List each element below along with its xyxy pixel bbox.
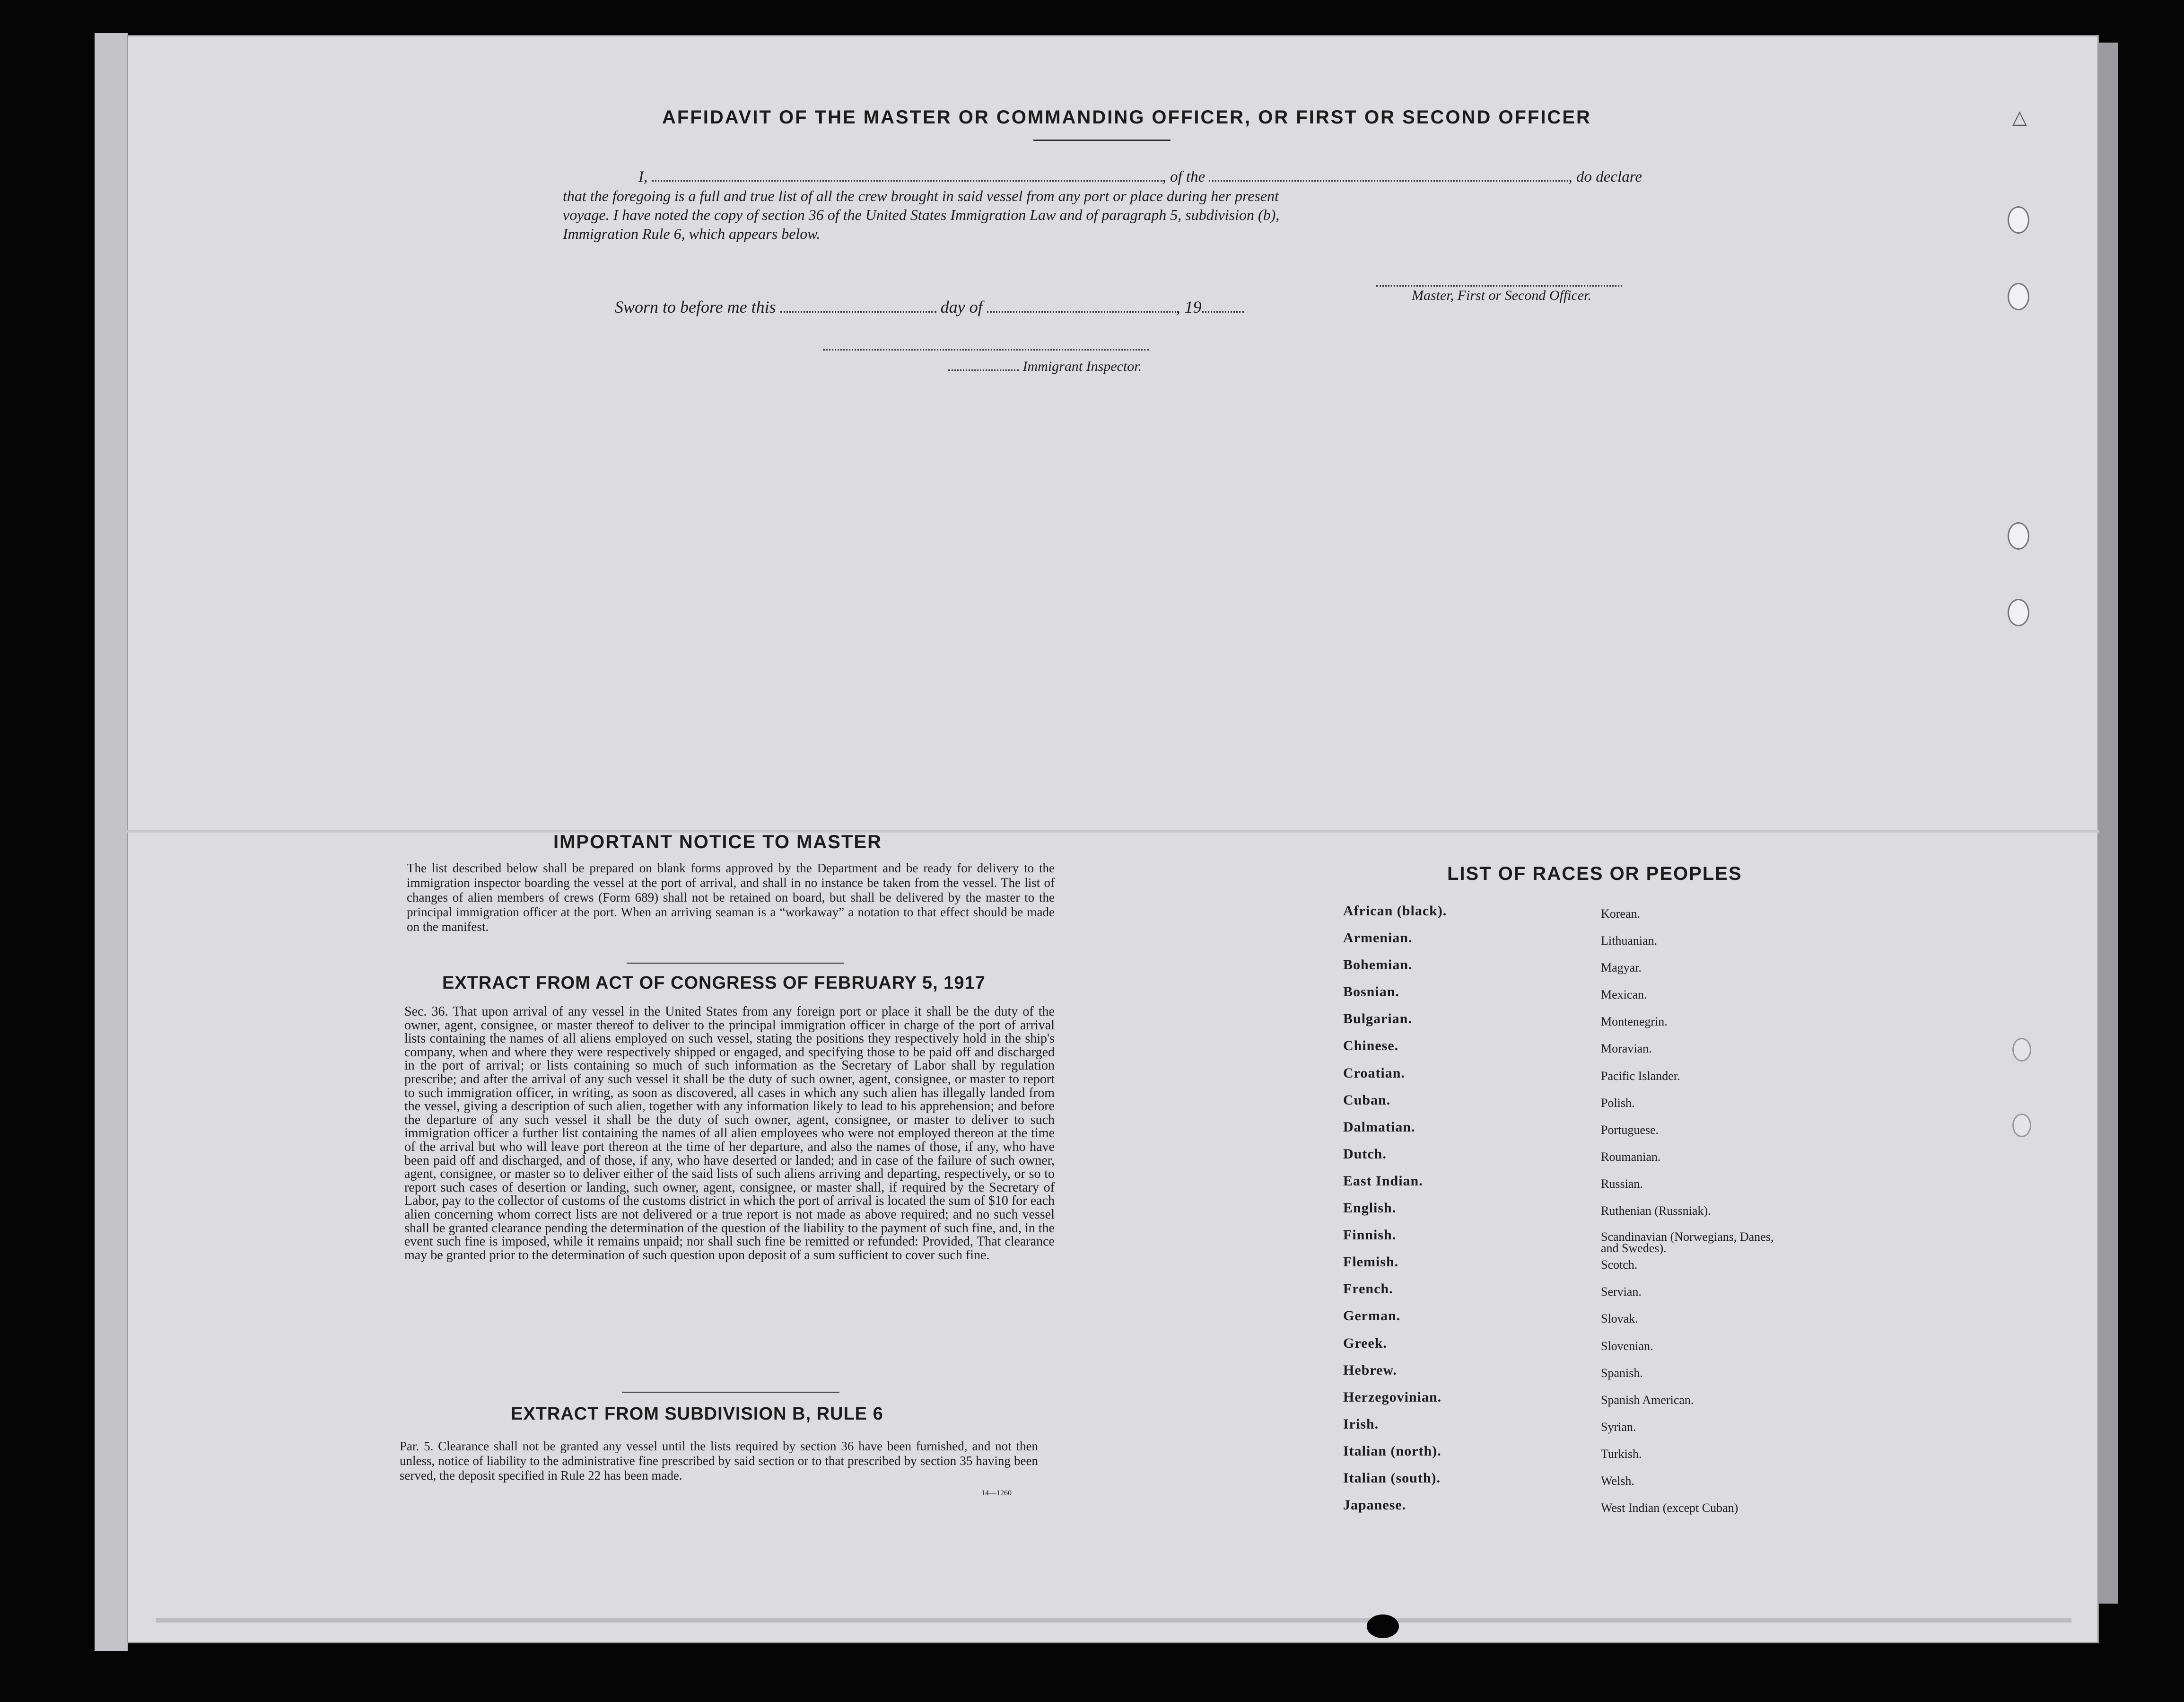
binder-hole-4 (2008, 599, 2029, 626)
races-title: LIST OF RACES OR PEOPLES (1447, 863, 1742, 884)
race-list-item: African (black). (1343, 903, 1447, 919)
race-list-item: Polish. (1601, 1096, 1635, 1110)
race-list-item: Cuban. (1343, 1092, 1391, 1108)
race-list-item: Mexican. (1601, 988, 1647, 1002)
race-list-item: Bohemian. (1343, 957, 1413, 973)
page-bottom-edge (156, 1618, 2071, 1623)
notice-rule (627, 963, 844, 964)
affidavit-line-1 (563, 168, 1669, 186)
race-list-item: Croatian. (1343, 1065, 1405, 1081)
sworn-year: , 19 (1176, 298, 1202, 316)
race-list-item: Bosnian. (1343, 984, 1399, 1000)
race-list-item: Japanese. (1343, 1497, 1406, 1513)
page-fold (127, 830, 2099, 833)
binder-hole-3 (2008, 522, 2029, 550)
race-list-item: Slovenian. (1601, 1339, 1653, 1353)
affidavit-i: I, (638, 168, 648, 185)
race-list-item: East Indian. (1343, 1173, 1423, 1189)
affidavit-of-the: , of the (1162, 168, 1206, 185)
race-list-item: English. (1343, 1200, 1397, 1216)
race-list-item: Montenegrin. (1601, 1015, 1668, 1029)
race-list-item: Lithuanian. (1601, 934, 1658, 948)
inspector-prefix-dots (948, 359, 1019, 371)
sworn-line (615, 297, 1372, 317)
affidavit-title: AFFIDAVIT OF THE MASTER OR COMMANDING OFFICER, OR FIRST OR SECOND OFFICER (662, 107, 1591, 128)
master-label: Master, First or Second Officer. (1412, 288, 1591, 303)
race-list-item: French. (1343, 1281, 1393, 1297)
binder-hole-1 (2008, 206, 2029, 234)
inspector-label-row (948, 359, 1142, 375)
race-list-item: Welsh. (1601, 1474, 1634, 1488)
race-list-item: Greek. (1343, 1335, 1387, 1351)
race-list-item: Spanish American. (1601, 1393, 1694, 1407)
month-field[interactable] (987, 301, 1176, 313)
extract-act-rule (622, 1392, 839, 1393)
race-list-item: Moravian. (1601, 1042, 1652, 1056)
inspector-signature-line[interactable] (823, 349, 1149, 351)
extract-rule-title: EXTRACT FROM SUBDIVISION B, RULE 6 (511, 1404, 883, 1424)
race-list-item: German. (1343, 1308, 1401, 1324)
race-list-item: Servian. (1601, 1285, 1642, 1299)
race-list-item: Russian. (1601, 1176, 1643, 1191)
notice-body: The list described below shall be prepared on blank forms approved by the Department and be ready for delivery to the immigration inspector boarding the vessel at the port of arrival, and shall in no instance be taken from the vessel. The list of changes of alien members of crews (Form 689) shall not be retained on board, but shall be delivered by the master to the principal immigration officer at the port. When an arriving seaman is a “workaway” a notation to that effect should be made on the manifest. (407, 861, 1055, 934)
binder-hole-5 (2012, 1038, 2031, 1062)
race-list-item: Italian (north). (1343, 1443, 1441, 1459)
race-list-item: Finnish. (1343, 1227, 1397, 1243)
race-list-item: Hebrew. (1343, 1362, 1397, 1378)
bottom-punch-hole (1367, 1614, 1399, 1638)
master-signature-line[interactable] (1376, 285, 1622, 287)
extract-act-body: Sec. 36. That upon arrival of any vessel in the United States from any foreign port or place it shall be the duty of the owner, agent, consignee, or master thereof to deliver to the principal immigration officer in charge of the port of arrival lists containing the names of all aliens employed on such vessel, stating the positions they respectively hold in the ship's company, when and where they were respectively shipped or engaged, and specifying those to be paid off and discharged in the port of arrival; or lists containing so much of such information as the Secretary of Labor shall by regulation prescribe; and after the arrival of any such vessel it shall be the duty of such owner, agent, consignee, or master to report to such immigration officer, in writing, as soon as discovered, all cases in which any such alien has illegally landed from the vessel, giving a description of such alien, together with any information likely to lead to his apprehension; and before the departure of any such vessel it shall be the duty of such owner, agent, consignee, or master to deliver to such immigration officer a further list containing the names of all alien employees who were not employed thereon at the time of the arrival but who will leave port thereon at the time of her departure, and also the names of those, if any, who have been paid off and discharged, and of those, if any, who have deserted or landed; and in case of the failure of such owner, agent, consignee, or master so to deliver either of the said lists of such aliens arriving and departing, respectively, or so to report such cases of desertion or landing, such owner, agent, consignee, or master shall, if required by the Secretary of Labor, pay to the collector of customs of the customs district in which the port of arrival is located the sum of $10 for each alien concerning whom correct lists are not delivered or a true report is not made as above required; and no such vessel shall be granted clearance pending the determination of the question of the liability to the payment of such fine, and, in the event such fine is imposed, while it remains unpaid; nor shall such fine be remitted or refunded: Provided, That clearance may be granted prior to the determination of such question upon deposit of a sum sufficient to cover such fine. (404, 1004, 1055, 1263)
race-list-item: Slovak. (1601, 1312, 1638, 1326)
inspector-label: Immigrant Inspector. (1022, 359, 1142, 374)
race-list-item: Pacific Islander. (1601, 1069, 1680, 1083)
affidavit-title-rule (1033, 140, 1171, 141)
affidavit-line-4: Immigration Rule 6, which appears below. (563, 225, 821, 242)
affidavit-line-2: that the foregoing is a full and true list of all the crew brought in said vessel from any port or place during her present (563, 187, 1279, 204)
affidavit-declare: , do declare (1568, 168, 1642, 185)
left-page-edge (95, 33, 128, 1651)
race-list-item: Syrian. (1601, 1420, 1636, 1434)
races-column-1 (1343, 904, 1447, 1526)
extract-act-title: EXTRACT FROM ACT OF CONGRESS OF FEBRUARY 5, 1917 (442, 973, 986, 993)
race-list-item: Herzegovinian. (1343, 1389, 1442, 1405)
sworn-prefix: Sworn to before me this (615, 298, 776, 316)
race-list-item: Roumanian. (1601, 1149, 1661, 1164)
race-list-item: Scandinavian (Norwegians, Danes, and Swedes). (1601, 1230, 1774, 1255)
race-list-item: Irish. (1343, 1416, 1379, 1432)
race-list-item: Ruthenian (Russniak). (1601, 1204, 1711, 1218)
year-field[interactable] (1202, 301, 1244, 313)
race-list-item: Armenian. (1343, 930, 1413, 946)
vessel-field[interactable] (1209, 170, 1568, 182)
document-page (127, 35, 2099, 1643)
notice-title: IMPORTANT NOTICE TO MASTER (553, 832, 882, 852)
race-list-item: Spanish. (1601, 1366, 1643, 1380)
affidavit-line-3: voyage. I have noted the copy of section 36 of the United States Immigration Law and of paragraph 5, subdivision (b), (563, 206, 1280, 223)
form-number: 14—1260 (981, 1489, 1012, 1497)
races-column-2 (1601, 907, 1785, 1528)
sworn-day-of: day of (940, 298, 983, 316)
race-list-item: Italian (south). (1343, 1470, 1441, 1486)
day-field[interactable] (780, 301, 936, 313)
race-list-item: Flemish. (1343, 1254, 1399, 1270)
right-page-edge (2099, 43, 2118, 1604)
corner-mark: △ (2012, 106, 2027, 128)
race-list-item: Chinese. (1343, 1038, 1399, 1054)
race-list-item: Scotch. (1601, 1258, 1638, 1272)
race-list-item: Portuguese. (1601, 1123, 1659, 1137)
race-list-item: West Indian (except Cuban) (1601, 1501, 1738, 1515)
binder-hole-6 (2012, 1114, 2031, 1137)
race-list-item: Turkish. (1601, 1447, 1642, 1461)
name-field[interactable] (652, 170, 1162, 182)
extract-rule-body: Par. 5. Clearance shall not be granted any vessel until the lists required by section 36 have been furnished, and not then unless, notice of liability to the administrative fine prescribed by said section or to that prescribed by section 35 having been served, the deposit specified in Rule 22 has been made. (400, 1439, 1038, 1483)
race-list-item: Dalmatian. (1343, 1119, 1415, 1135)
race-list-item: Magyar. (1601, 961, 1642, 975)
race-list-item: Dutch. (1343, 1146, 1387, 1162)
binder-hole-2 (2008, 283, 2029, 310)
race-list-item: Bulgarian. (1343, 1011, 1412, 1027)
race-list-item: Korean. (1601, 907, 1641, 921)
